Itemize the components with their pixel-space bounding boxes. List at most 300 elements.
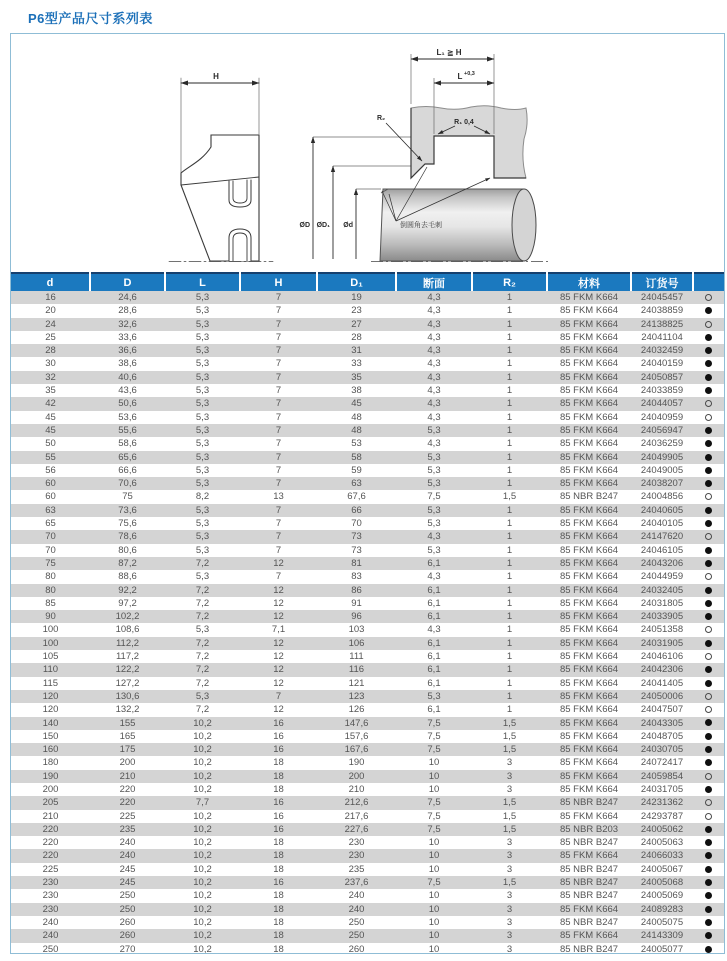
cell: 70	[45, 531, 56, 543]
cell: 85 NBR B247	[559, 863, 619, 875]
open-circle-icon	[705, 573, 712, 580]
cell: 24033859	[640, 385, 684, 397]
table-row	[11, 291, 724, 304]
table-row	[11, 943, 724, 954]
seal-profile-figure	[169, 72, 273, 262]
cell: 85 FKM K664	[559, 398, 619, 410]
cell: 38	[351, 385, 362, 397]
cell: 4,3	[427, 331, 441, 343]
cell: 66	[351, 504, 362, 516]
cell: 5,3	[427, 424, 441, 436]
cell: 10	[428, 783, 440, 795]
cell: 116	[348, 664, 365, 676]
filled-circle-icon	[705, 666, 712, 673]
filled-circle-icon	[705, 454, 712, 461]
cell: 10	[428, 837, 440, 849]
cell: 85 FKM K664	[559, 478, 619, 490]
table-row	[11, 717, 724, 730]
filled-circle-icon	[705, 719, 712, 726]
cell: 45	[45, 411, 56, 423]
table-row	[11, 690, 724, 703]
availability-cell	[693, 584, 724, 597]
cell: 111	[349, 651, 364, 663]
cell: 7,5	[427, 810, 441, 822]
table-row	[11, 730, 724, 743]
table-row	[11, 916, 724, 929]
cell: 24040605	[640, 504, 684, 516]
cell: 4,3	[427, 318, 441, 330]
seal-groove-inner	[233, 180, 247, 203]
table-row	[11, 517, 724, 530]
availability-cell	[693, 717, 724, 730]
cell: 24046105	[640, 544, 684, 556]
cell: 85 FKM K664	[559, 318, 619, 330]
table-header-row	[11, 273, 724, 291]
filled-circle-icon	[705, 347, 712, 354]
cell: 1	[506, 664, 513, 676]
cell: 7	[275, 571, 282, 583]
cell: 1	[506, 385, 513, 397]
cell: 10	[428, 916, 440, 928]
cell: 85 NBR B247	[559, 837, 619, 849]
column-header-L: L	[165, 273, 240, 291]
availability-cell	[693, 836, 724, 849]
cell: 157,6	[344, 730, 369, 742]
cell: 18	[273, 850, 284, 862]
cell: 7,5	[427, 823, 441, 835]
cell: 18	[273, 916, 284, 928]
cell: 1	[506, 345, 513, 357]
cell: 7	[275, 544, 282, 556]
cell: 85 FKM K664	[559, 371, 619, 383]
cell: 5,3	[427, 690, 441, 702]
cell: 10,2	[193, 943, 212, 954]
filled-circle-icon	[705, 839, 712, 846]
cell: 6,1	[427, 677, 441, 689]
cell: 66,6	[118, 464, 137, 476]
cell: 6,1	[427, 584, 441, 596]
cell: 24041405	[640, 677, 684, 689]
filled-circle-icon	[705, 932, 712, 939]
cell: 85 FKM K664	[559, 783, 619, 795]
cell: 1	[506, 371, 513, 383]
cell: 4,3	[427, 345, 441, 357]
cell: 12	[273, 557, 284, 569]
availability-cell	[693, 756, 724, 769]
cell: 217,6	[344, 810, 369, 822]
availability-cell	[693, 411, 724, 424]
cell: 155	[119, 717, 136, 729]
cell: 35	[351, 371, 362, 383]
filled-circle-icon	[705, 680, 712, 687]
cell: 24143309	[640, 930, 684, 942]
cell: 85 NBR B247	[559, 491, 619, 503]
cell: 5,3	[195, 464, 210, 476]
table-row	[11, 743, 724, 756]
cell: 63	[351, 478, 362, 490]
cell: 24031805	[640, 597, 684, 609]
cell: 18	[273, 770, 284, 782]
open-circle-icon	[705, 773, 712, 780]
open-circle-icon	[705, 653, 712, 660]
availability-cell	[693, 477, 724, 490]
cell: 24041104	[641, 331, 683, 343]
cell: 85 FKM K664	[559, 424, 619, 436]
cell: 10,2	[193, 810, 212, 822]
table-row	[11, 889, 724, 902]
cell: 24033905	[640, 611, 684, 623]
table-row	[11, 584, 724, 597]
cell: 270	[119, 943, 136, 954]
cell: 130,6	[115, 690, 140, 702]
page-title: P6型产品尺寸系列表	[28, 11, 153, 26]
cell: 40,6	[118, 371, 137, 383]
open-circle-icon	[705, 321, 712, 328]
table-row	[11, 783, 724, 796]
cell: 1	[506, 451, 513, 463]
cell: 70	[45, 544, 56, 556]
availability-cell	[693, 690, 724, 703]
cell: 55,6	[118, 424, 137, 436]
cell: 80	[45, 571, 56, 583]
cell: 85 FKM K664	[559, 305, 619, 317]
cell: 10	[428, 757, 440, 769]
cell: 7	[275, 424, 282, 436]
availability-cell	[693, 397, 724, 410]
cell: 16	[273, 877, 284, 889]
table-row	[11, 796, 724, 809]
filled-circle-icon	[705, 520, 712, 527]
cell: 24045457	[640, 292, 684, 303]
cell: 18	[273, 783, 284, 795]
table-row	[11, 610, 724, 623]
cell: 85 FKM K664	[559, 770, 619, 782]
cell: 3	[506, 757, 513, 769]
filled-circle-icon	[705, 307, 712, 314]
cell: 200	[42, 783, 59, 795]
cell: 18	[273, 757, 284, 769]
cell: 85 FKM K664	[559, 584, 619, 596]
filled-circle-icon	[705, 892, 712, 899]
cell: 1	[506, 651, 513, 663]
table-row	[11, 903, 724, 916]
cell: 4,3	[427, 292, 441, 303]
cell: 85 FKM K664	[559, 385, 619, 397]
table-row	[11, 929, 724, 942]
cell: 7,2	[195, 597, 210, 609]
cell: 5,3	[195, 424, 210, 436]
cell: 122,2	[115, 664, 140, 676]
cell: 12	[273, 651, 284, 663]
cell: 5,3	[427, 518, 441, 530]
cell: 24038859	[640, 305, 684, 317]
cell: 140	[42, 717, 59, 729]
cell: 5,3	[195, 624, 210, 636]
cell: 28,6	[118, 305, 137, 317]
cell: 12	[273, 677, 284, 689]
cell: 24031905	[640, 637, 684, 649]
cell: 180	[42, 757, 59, 769]
cell: 4,3	[427, 385, 441, 397]
cell: 85 FKM K664	[559, 438, 619, 450]
table-row	[11, 397, 724, 410]
table-row	[11, 530, 724, 543]
cell: 35	[45, 385, 56, 397]
cell: 260	[119, 916, 136, 928]
cell: 5,3	[427, 451, 441, 463]
cell: 24040159	[640, 358, 684, 370]
cell: 6,1	[427, 611, 441, 623]
technical-drawing	[11, 34, 724, 272]
table-row	[11, 331, 724, 344]
cell: 230	[348, 837, 365, 849]
cell: 24050857	[640, 371, 684, 383]
cell: 1	[506, 557, 513, 569]
shaft-end-face	[512, 189, 536, 261]
cell: 108,6	[115, 624, 140, 636]
cell: 6,1	[427, 664, 441, 676]
availability-cell	[693, 783, 724, 796]
cell: 73	[351, 531, 362, 543]
cell: 85 NBR B203	[559, 823, 619, 835]
cell: 250	[348, 916, 365, 928]
cell: 245	[119, 877, 136, 889]
availability-cell	[693, 703, 724, 716]
table-row	[11, 304, 724, 317]
cell: 53	[351, 438, 362, 450]
filled-circle-icon	[705, 733, 712, 740]
cell: 227,6	[344, 823, 369, 835]
cell: 1	[506, 438, 513, 450]
cell: 96	[351, 611, 362, 623]
table-row	[11, 544, 724, 557]
open-circle-icon	[705, 493, 712, 500]
cell: 24	[45, 318, 56, 330]
cell: 120	[42, 690, 59, 702]
cell: 85 FKM K664	[559, 557, 619, 569]
availability-cell	[693, 530, 724, 543]
cell: 4,3	[427, 305, 441, 317]
cell: 24042306	[640, 664, 684, 676]
cell: 28	[45, 345, 56, 357]
cell: 200	[348, 770, 365, 782]
cell: 90	[45, 611, 56, 623]
filled-circle-icon	[705, 946, 712, 953]
availability-cell	[693, 863, 724, 876]
availability-cell	[693, 929, 724, 942]
cell: 4,3	[427, 438, 441, 450]
cell: 5,3	[195, 398, 210, 410]
cell: 85 NBR B247	[559, 877, 619, 889]
table-row	[11, 836, 724, 849]
cell: 24051358	[640, 624, 684, 636]
table-row	[11, 437, 724, 450]
column-header-d: d	[11, 273, 90, 291]
cell: 85 NBR B247	[559, 943, 619, 954]
cell: 5,3	[195, 318, 210, 330]
availability-cell	[693, 743, 724, 756]
cell: 85 NBR B247	[559, 916, 619, 928]
cell: 24049905	[640, 451, 684, 463]
cell: 7,2	[195, 611, 210, 623]
cell: 4,3	[427, 571, 441, 583]
seal-foot-inner	[233, 233, 247, 261]
cell: 7	[275, 371, 282, 383]
cell: 103	[348, 624, 365, 636]
cell: 7,5	[427, 744, 441, 756]
cell: 10,2	[193, 770, 212, 782]
availability-cell	[693, 384, 724, 397]
cell: 30	[45, 358, 56, 370]
availability-cell	[693, 504, 724, 517]
open-circle-icon	[705, 414, 712, 421]
cell: 60	[45, 478, 56, 490]
cell: 1	[506, 478, 513, 490]
table-row	[11, 677, 724, 690]
cell: 3	[506, 850, 513, 862]
table-row	[11, 770, 724, 783]
cell: 70,6	[118, 478, 137, 490]
cell: 24036259	[640, 438, 684, 450]
cell: 3	[506, 890, 513, 902]
cell: 18	[273, 837, 284, 849]
cell: 85 NBR B247	[559, 890, 619, 902]
cell: 65,6	[118, 451, 137, 463]
cell: 16	[273, 717, 284, 729]
availability-cell	[693, 796, 724, 809]
cell: 240	[119, 850, 136, 862]
cell: 24005067	[640, 863, 684, 875]
cell: 24004856	[640, 491, 684, 503]
table-row	[11, 318, 724, 331]
cell: 260	[119, 930, 136, 942]
cell: 147,6	[344, 717, 369, 729]
cell: 240	[348, 903, 365, 915]
cell: 88,6	[118, 571, 137, 583]
cell: 10	[428, 903, 440, 915]
r2-label: R₂	[377, 115, 386, 122]
cell: 10	[428, 930, 440, 942]
cell: 7,2	[195, 677, 210, 689]
cell: 58	[351, 451, 362, 463]
cell: 1	[506, 398, 513, 410]
cell: 73,6	[118, 504, 137, 516]
cell: 5,3	[195, 451, 210, 463]
cell: 115	[42, 677, 59, 689]
cell: 16	[273, 797, 284, 809]
cell: 24293787	[640, 810, 684, 822]
cell: 33,6	[118, 331, 137, 343]
cell: 4,3	[427, 358, 441, 370]
cell: 10,2	[193, 823, 212, 835]
cell: 7,5	[427, 730, 441, 742]
availability-cell	[693, 730, 724, 743]
cell: 230	[348, 850, 365, 862]
cell: 85 FKM K664	[559, 664, 619, 676]
cell: 250	[42, 943, 59, 954]
cell: 4,3	[427, 411, 441, 423]
filled-circle-icon	[705, 826, 712, 833]
cell: 85 FKM K664	[559, 292, 619, 303]
table-row	[11, 357, 724, 370]
cell: 126	[348, 704, 365, 716]
cell: 212,6	[344, 797, 369, 809]
cell: 7,2	[195, 664, 210, 676]
cell: 7	[275, 690, 282, 702]
cell: 10	[428, 863, 440, 875]
cell: 1,5	[502, 823, 517, 835]
cell: 67,6	[347, 491, 366, 503]
cell: 220	[119, 797, 136, 809]
cell: 10,2	[193, 916, 212, 928]
cell: 24040959	[640, 411, 684, 423]
cell: 24,6	[118, 292, 137, 303]
availability-cell	[693, 304, 724, 317]
column-header-marker	[693, 273, 724, 291]
cell: 5,3	[195, 531, 210, 543]
cell: 75,6	[118, 518, 137, 530]
cell: 105	[42, 651, 59, 663]
filled-circle-icon	[705, 866, 712, 873]
table-row	[11, 863, 724, 876]
cell: 7	[275, 518, 282, 530]
cell: 10,2	[193, 863, 212, 875]
cell: 235	[348, 863, 365, 875]
cell: 4,3	[427, 371, 441, 383]
cell: 85 FKM K664	[559, 518, 619, 530]
cell: 91	[351, 597, 362, 609]
availability-cell	[693, 677, 724, 690]
cell: 36,6	[118, 345, 137, 357]
cell: 7	[275, 438, 282, 450]
cell: 24005069	[640, 890, 684, 902]
cell: 65	[45, 518, 56, 530]
cell: 85 FKM K664	[559, 411, 619, 423]
cell: 1,5	[502, 730, 517, 742]
cell: 24044057	[640, 398, 684, 410]
cell: 85 FKM K664	[559, 704, 619, 716]
cell: 5,3	[195, 690, 210, 702]
cell: 78,6	[118, 531, 137, 543]
cell: 3	[506, 916, 513, 928]
cell: 5,3	[427, 504, 441, 516]
cell: 7,7	[195, 797, 210, 809]
cell: 85 FKM K664	[559, 345, 619, 357]
cell: 235	[119, 823, 136, 835]
cell: 12	[273, 664, 284, 676]
cell: 205	[42, 797, 59, 809]
filled-circle-icon	[705, 560, 712, 567]
cell: 1	[506, 624, 513, 636]
table-row	[11, 464, 724, 477]
cell: 83	[351, 571, 362, 583]
cell: 10,2	[193, 890, 212, 902]
cell: 10	[428, 770, 440, 782]
cell: 24138825	[640, 318, 684, 330]
housing-section	[411, 106, 527, 178]
cell: 230	[42, 903, 59, 915]
cell: 5,3	[195, 358, 210, 370]
r1-label: R₁ 0,4	[454, 119, 474, 126]
cell: 16	[273, 810, 284, 822]
cell: 3	[506, 930, 513, 942]
cell: 7	[275, 305, 282, 317]
cell: 85 FKM K664	[559, 611, 619, 623]
cell: 85 FKM K664	[559, 651, 619, 663]
cell: 85 FKM K664	[559, 358, 619, 370]
filled-circle-icon	[705, 613, 712, 620]
filled-circle-icon	[705, 600, 712, 607]
